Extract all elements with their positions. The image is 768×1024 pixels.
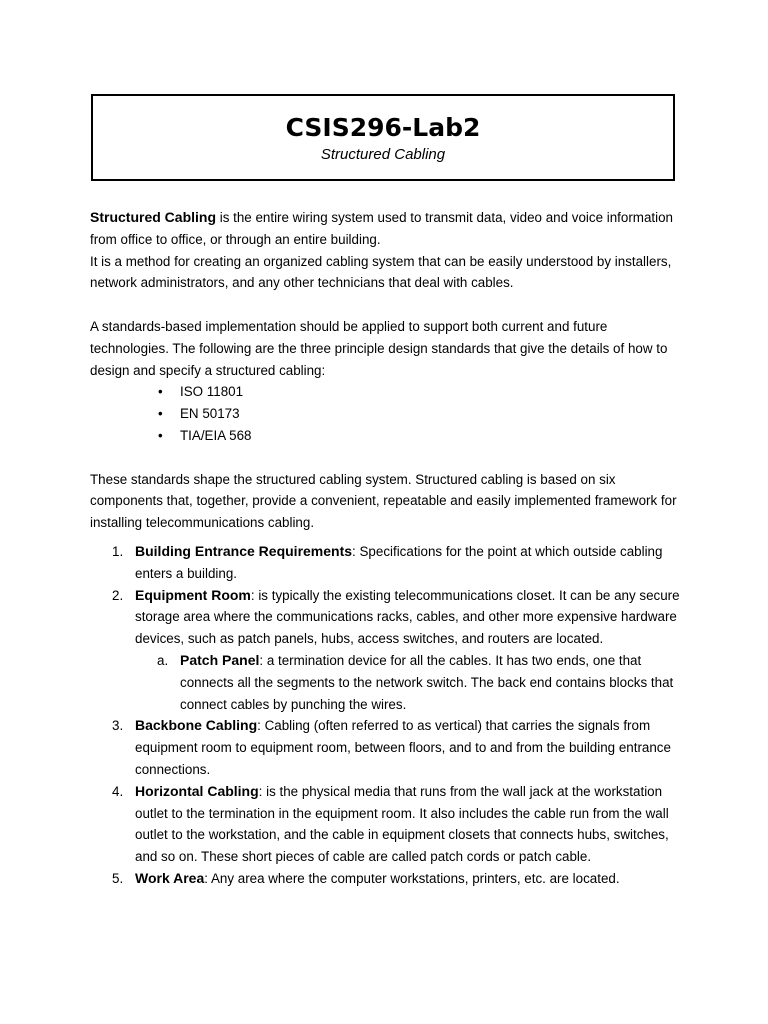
- intro-paragraph-2: It is a method for creating an organized cabling system that can be easily understood by installers, network administrators, and any other technicians that deal with cables.: [90, 253, 672, 291]
- subcomponent-term: Patch Panel: [180, 651, 260, 668]
- component-number: 3.: [112, 718, 124, 734]
- component-term: Equipment Room: [135, 586, 251, 603]
- title-box: [91, 94, 675, 181]
- document-subtitle: Structured Cabling: [320, 146, 446, 163]
- component-term: Horizontal Cabling: [135, 782, 259, 799]
- component-number: 1.: [112, 543, 124, 559]
- intro-term: Structured Cabling: [90, 209, 217, 225]
- standards-list-item: • ISO 11801: [90, 381, 680, 403]
- component-item: [90, 868, 680, 890]
- intro-text: is the entire wiring system used to transmit data, video and voice information from office to office, or through an entire building.: [90, 210, 674, 247]
- standards-paragraph: A standards-based implementation should be applied to support both current and future technologies. The following are the three principle design standards that give the details of how to design and specify a structured cabling:: [90, 318, 668, 378]
- components-paragraph: These standards shape the structured cabling system. Structured cabling is based on six components that, together, provide a convenient, repeatable and easily implemented framework for installing telecommunications cabling.: [90, 471, 677, 531]
- subcomponent-letter: a.: [157, 652, 169, 668]
- components-list: [90, 541, 680, 890]
- spacer: [90, 294, 680, 316]
- equipment-room-sublist: [135, 650, 680, 715]
- component-text: : Specifications for the point at which outside cabling enters a building.: [135, 543, 663, 581]
- standards-list-item: • EN 50173: [90, 403, 680, 425]
- subcomponent-text: : a termination device for all the cables. It has two ends, one that connects all the segments to the network switch. The back end contains blocks that connect cables by punching the wires.: [180, 652, 674, 712]
- intro-paragraph: [90, 207, 680, 251]
- component-number: 5.: [112, 870, 124, 886]
- component-text: : Cabling (often referred to as vertical) that carries the signals from equipment room to equipment room, between floors, and to and from the building entrance connections.: [135, 718, 671, 777]
- spacer: [90, 447, 680, 469]
- component-term: Backbone Cabling: [135, 717, 258, 734]
- subcomponent-item: [135, 650, 680, 715]
- document-body: [90, 207, 680, 890]
- component-item: [90, 541, 680, 585]
- standards-list: [90, 381, 680, 446]
- component-number: 4.: [112, 783, 124, 799]
- standards-list-item: • TIA/EIA 568: [90, 425, 680, 447]
- component-text: : is typically the existing telecommunications closet. It can be any secure storage area where the communications racks, cables, and other more expensive hardware devices, such as patch panels, hubs, access switches, and routers are located.: [135, 587, 680, 647]
- component-item: [90, 715, 680, 780]
- component-text: : Any area where the computer workstations, printers, etc. are located.: [204, 870, 620, 886]
- component-term: Work Area: [135, 869, 205, 886]
- component-item: [90, 781, 680, 868]
- component-item: [90, 585, 680, 716]
- component-number: 2.: [112, 587, 124, 603]
- document-title: CSIS296-Lab2: [285, 113, 481, 142]
- component-text: : is the physical media that runs from the wall jack at the workstation outlet to the termination in the equipment room. It also includes the cable run from the wall outlet to the workstation, and the cable in equipment closets that connects hubs, switches, and so on. These short pieces of cable are called patch cords or patch cable.: [135, 783, 669, 865]
- component-term: Building Entrance Requirements: [135, 542, 353, 559]
